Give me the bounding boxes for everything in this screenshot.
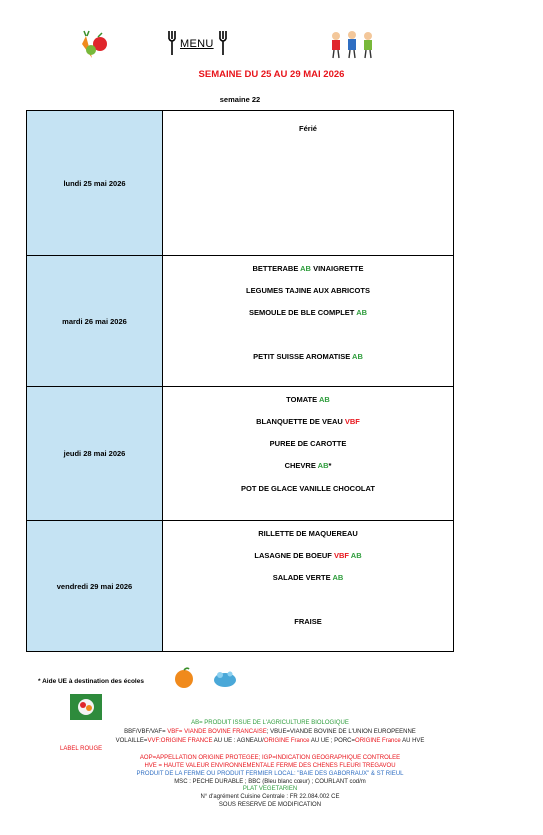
dish-cell bbox=[163, 387, 454, 521]
menu-table bbox=[26, 110, 454, 652]
table-row bbox=[27, 387, 454, 521]
week-title: SEMAINE DU 25 AU 29 MAI 2026 bbox=[198, 69, 345, 80]
dish-item bbox=[163, 484, 453, 493]
legend-aop: AOP=APPELLATION ORIGINE PROTEGEE; IGP=INDICATION GEOGRAPHIQUE CONTROLEE bbox=[139, 755, 401, 761]
vbf-label: VBF bbox=[333, 551, 349, 560]
water-logo-icon bbox=[212, 668, 238, 690]
dish-item bbox=[163, 529, 453, 538]
day-cell: vendredi 29 mai 2026 bbox=[27, 521, 163, 652]
dish-item bbox=[163, 124, 453, 133]
school-program-logo-icon bbox=[70, 694, 102, 720]
dish-cell bbox=[163, 521, 454, 652]
organic-label: AB bbox=[318, 395, 330, 404]
table-row bbox=[27, 111, 454, 256]
dish-item bbox=[163, 551, 453, 560]
dish-name: BETTERABE bbox=[252, 264, 299, 273]
organic-label: AB bbox=[332, 573, 344, 582]
day-cell: mardi 26 mai 2026 bbox=[27, 256, 163, 387]
legend-vegetarian: PLAT VEGETARIEN bbox=[242, 786, 298, 792]
vbf-label: VBF bbox=[344, 417, 360, 426]
dish-item bbox=[163, 395, 453, 404]
dish-name: TOMATE bbox=[286, 395, 318, 404]
day-cell: jeudi 28 mai 2026 bbox=[27, 387, 163, 521]
legend-local: PRODUIT DE LA FERME OU PRODUIT FERMIER LOCAL: "BAIE DES GABORRAUX" & ST RIEUL bbox=[136, 771, 404, 777]
children-icon bbox=[328, 30, 376, 60]
week-number: semaine 22 bbox=[219, 95, 261, 104]
dish-item bbox=[163, 461, 453, 470]
dish-name: BLANQUETTE DE VEAU bbox=[256, 417, 343, 426]
dish-item bbox=[163, 417, 453, 426]
legend-hve: HVE = HAUTE VALEUR ENVIRONNEMENTALE FERME DES CHENES FLEURI TREGAVOU bbox=[144, 763, 396, 769]
legend-vbf: BBF/VBF/VAF= VBF= VIANDE BOVINE FRANCAISE; VBUE=VIANDE BOVINE DE L'UNION EUROPEENNE bbox=[124, 729, 416, 735]
organic-label: AB bbox=[317, 461, 329, 470]
table-row bbox=[27, 256, 454, 387]
organic-label: AB bbox=[352, 352, 363, 361]
dish-item bbox=[163, 439, 453, 448]
dish-item bbox=[163, 308, 453, 317]
dish-item bbox=[163, 352, 453, 361]
legend-volaille: VOLAILLE=VVF:ORIGINE FRANCE AU UE : AGNEAU/ORIGINE France AU UE ; PORC=ORIGINE France AU HVE bbox=[115, 738, 425, 744]
dish-suffix: * bbox=[328, 461, 332, 470]
legend-agrement: N° d'agrément Cuisine Centrale : FR 22.084.002 CE bbox=[200, 794, 340, 800]
knife-icon bbox=[216, 30, 234, 56]
dish-cell bbox=[163, 256, 454, 387]
dish-suffix: VINAIGRETTE bbox=[313, 264, 364, 273]
dish-name: RILLETTE DE MAQUEREAU bbox=[258, 529, 358, 538]
dish-name: SEMOULE DE BLE COMPLET bbox=[248, 308, 355, 317]
dish-name: PUREE DE CAROTTE bbox=[269, 439, 347, 448]
dish-name: Férié bbox=[299, 124, 317, 133]
table-row bbox=[27, 521, 454, 652]
dish-item bbox=[163, 286, 453, 295]
dish-item bbox=[163, 573, 453, 582]
dish-item bbox=[163, 264, 453, 273]
legend-ab: AB= PRODUIT ISSUE DE L'AGRICULTURE BIOLOGIQUE bbox=[191, 720, 349, 726]
legend-reserve: SOUS RESERVE DE MODIFICATION bbox=[218, 802, 322, 808]
legend-msc: MSC : PECHE DURABLE ; BBC (Bleu blanc cœur) ; COURLANT cod/m bbox=[174, 779, 366, 785]
day-cell: lundi 25 mai 2026 bbox=[27, 111, 163, 256]
dish-name: LEGUMES TAJINE AUX ABRICOTS bbox=[246, 286, 370, 295]
dish-name: CHEVRE bbox=[284, 461, 316, 470]
menu-title: MENU bbox=[180, 38, 214, 50]
organic-label: AB bbox=[300, 264, 311, 273]
dish-name: PETIT SUISSE AROMATISE bbox=[253, 352, 351, 361]
dish-name: SALADE VERTE bbox=[272, 573, 331, 582]
dish-name: LASAGNE DE BOEUF bbox=[254, 551, 332, 560]
dish-cell bbox=[163, 111, 454, 256]
organic-label: AB bbox=[350, 551, 362, 560]
dish-name: FRAISE bbox=[294, 617, 322, 626]
dish-item bbox=[163, 617, 453, 626]
aide-ue-note: * Aide UE à destination des écoles bbox=[38, 678, 144, 685]
organic-label: AB bbox=[356, 308, 368, 317]
legend-label-rouge: LABEL ROUGE bbox=[60, 746, 103, 752]
fruit-logo-icon bbox=[172, 666, 196, 690]
dish-name: POT DE GLACE VANILLE CHOCOLAT bbox=[241, 484, 375, 493]
vegetables-icon bbox=[78, 30, 112, 60]
